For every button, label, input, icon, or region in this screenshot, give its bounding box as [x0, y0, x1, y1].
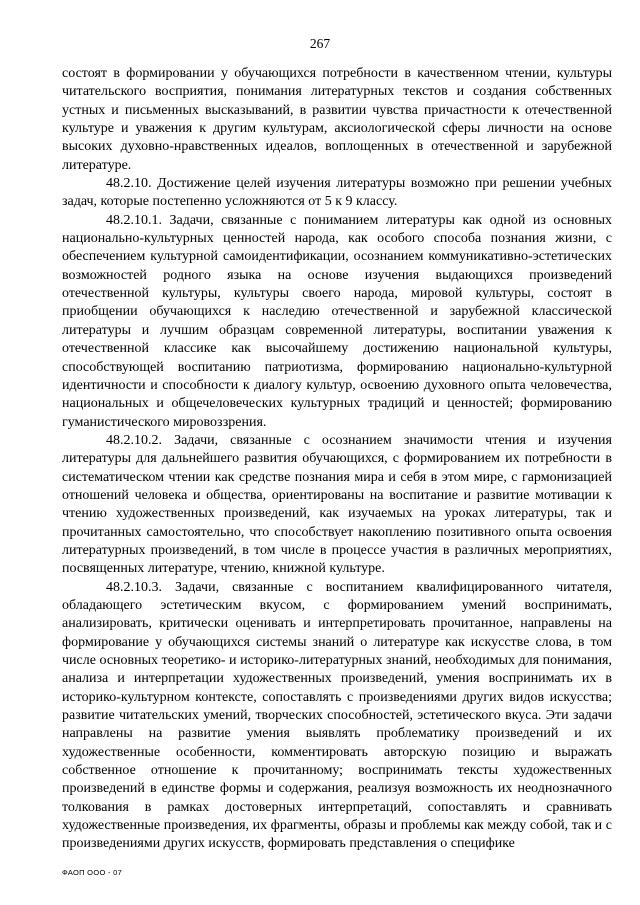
paragraph-48-2-10-2: 48.2.10.2. Задачи, связанные с осознанием значимости чтения и изучения литературы для дальнейшего развития обучающихся, с формированием их потребности в систематическом чтении как средстве познания мира и себя в этом мире, с гармонизацией отношений человека и общества, ориентированы на воспитание и развитие мотивации к чтению художественных произведений, как изучаемых на уроках литературы, так и прочитанных самостоятельно, что способствует накоплению позитивного опыта освоения литературных произведений, в том числе в процессе участия в различных мероприятиях, посвященных литературе, чтению, книжной культуре.: [62, 432, 612, 577]
paragraph-48-2-10-1: 48.2.10.1. Задачи, связанные с пониманием литературы как одной из основных национально-культурных ценностей народа, как особого способа познания жизни, с обеспечением культурной самоидентификации, осознанием коммуникативно-эстетических возможностей родного языка на основе изучения выдающихся произведений отечественной культуры, культуры своего народа, мировой культуры, состоят в приобщении обучающихся к наследию отечественной и зарубежной классической литературы и лучшим образцам современной литературы, воспитании уважения к отечественной классике как высочайшему достижению национальной культуры, способствующей воспитанию патриотизма, формированию национально-культурной идентичности и способности к диалогу культур, освоению духовного опыта человечества, национальных и общечеловеческих культурных традиций и ценностей; формированию гуманистического мировоззрения.: [62, 212, 612, 430]
page-number: 267: [309, 36, 331, 51]
paragraph-continuation: состоят в формировании у обучающихся потребности в качественном чтении, культуры читательского восприятия, понимания литературных текстов и создания собственных устных и письменных высказываний, в развитии чувства причастности к отечественной культуре и уважения к другим культурам, аксиологической сферы личности на основе высоких духовно-нравственных идеалов, воплощенных в отечественной и зарубежной литературе.: [62, 66, 612, 173]
paragraph-48-2-10: 48.2.10. Достижение целей изучения литературы возможно при решении учебных задач, которые постепенно усложняются от 5 к 9 классу.: [62, 176, 612, 210]
page-footer: ФАОП ООО - 07: [62, 868, 123, 877]
paragraph-48-2-10-3: 48.2.10.3. Задачи, связанные с воспитанием квалифицированного читателя, обладающего эстетическим вкусом, с формированием умений воспринимать, анализировать, критически оценивать и интерпретировать прочитанное, направлены на формирование у обучающихся системы знаний о литературе как искусстве слова, в том числе основных теоретико- и историко-литературных знаний, необходимых для понимания, анализа и интерпретации художественных произведений, умения воспринимать их в историко-культурном контексте, сопоставлять с произведениями других видов искусства; развитие читательских умений, творческих способностей, эстетического вкуса. Эти задачи направлены на развитие умения выявлять проблематику произведений и их художественные особенности, комментировать авторскую позицию и выражать собственное отношение к прочитанному; воспринимать тексты художественных произведений в единстве формы и содержания, реализуя возможность их неоднозначного толкования в рамках достоверных интерпретаций, сопоставлять и сравнивать художественные произведения, их фрагменты, образы и проблемы как между собой, так и с произведениями других искусств, формировать представления о специфике: [62, 579, 612, 852]
body-text: [62, 65, 612, 854]
